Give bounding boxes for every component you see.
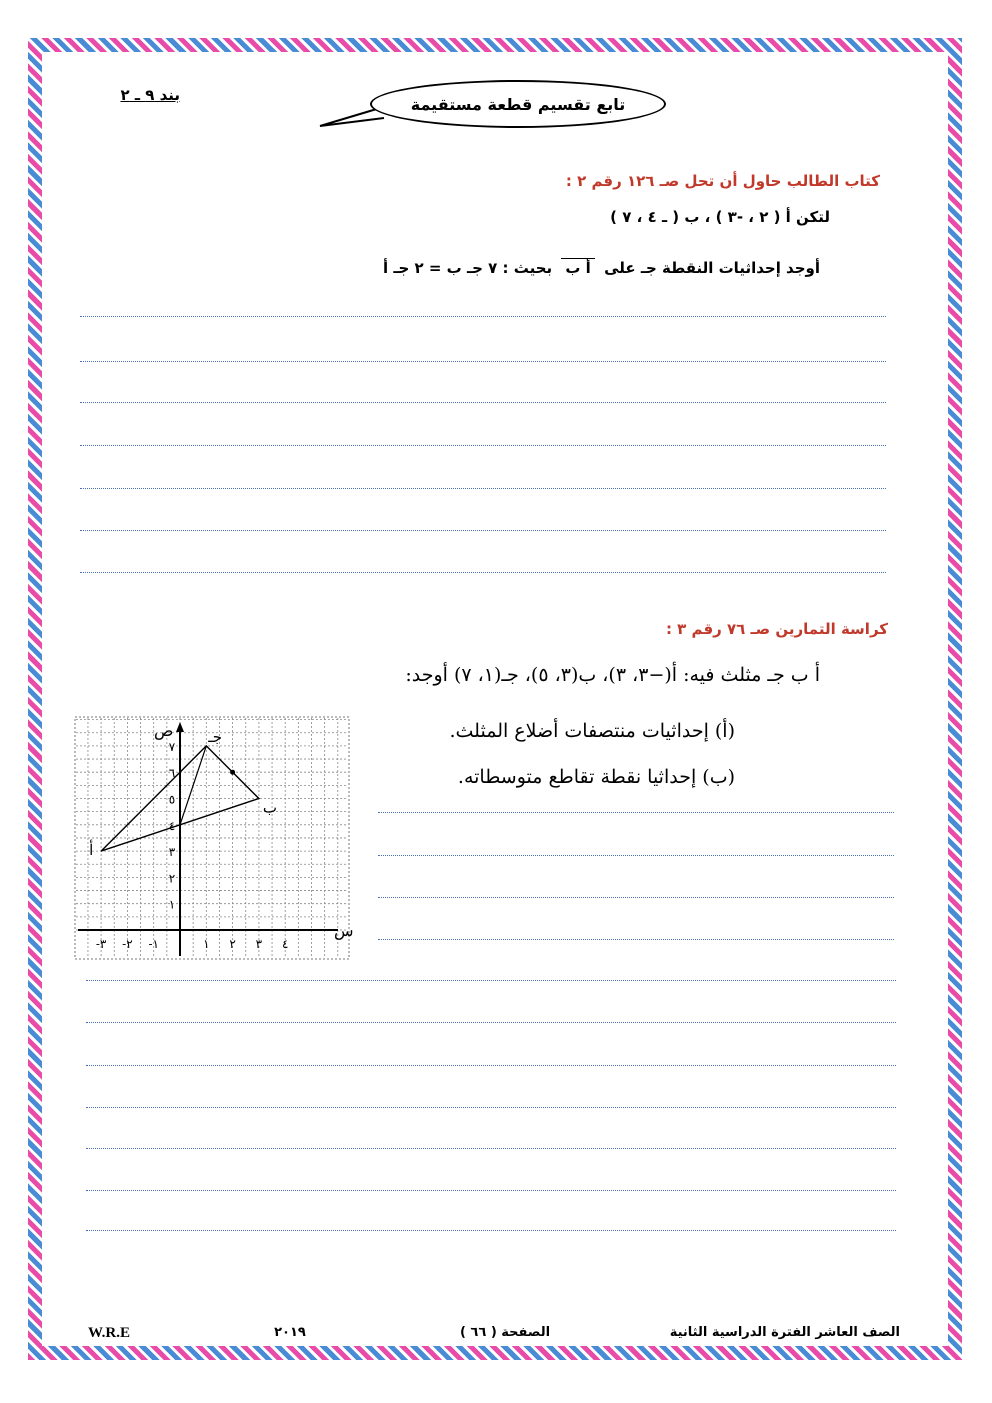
- exercise2-part-b: (ب) إحداثيا نقطة تقاطع متوسطاته.: [457, 766, 735, 788]
- answer-line[interactable]: [378, 897, 894, 898]
- x-tick-label: -٣: [95, 937, 107, 951]
- point-label: ب: [262, 798, 278, 817]
- y-tick-label: ١: [168, 897, 176, 912]
- exercise1-task-prefix: أوجد إحداثيات النقطة جـ على: [604, 259, 820, 277]
- page-title: تابع تقسيم قطعة مستقيمة: [410, 94, 626, 114]
- answer-line[interactable]: [86, 1022, 896, 1023]
- footer-course: الصف العاشر الفترة الدراسية الثانية: [669, 1325, 900, 1340]
- graph-grid: [75, 717, 349, 959]
- page-border: [28, 38, 962, 1360]
- answer-line[interactable]: [86, 1190, 896, 1191]
- exercise1-given: لتكن ﺃ ( ٢ ، -٣ ) ، ب ( ـ ٤ ، ٧ ): [610, 208, 830, 226]
- answer-line[interactable]: [378, 939, 894, 940]
- answer-line[interactable]: [86, 1230, 896, 1231]
- footer-page: الصفحة ( ٦٦ ): [459, 1325, 551, 1340]
- y-tick-label: ٣: [168, 845, 176, 860]
- graph-tick-labels: [96, 740, 289, 951]
- x-tick-label: ٢: [229, 937, 236, 951]
- y-tick-label: ٥: [168, 792, 176, 807]
- answer-line[interactable]: [86, 980, 896, 981]
- x-tick-label: -١: [148, 937, 159, 951]
- x-tick-label: ٣: [255, 937, 263, 951]
- answer-line[interactable]: [80, 530, 886, 531]
- point-label: ﺃ: [89, 841, 94, 860]
- answer-line[interactable]: [80, 361, 886, 362]
- answer-line[interactable]: [86, 1065, 896, 1066]
- x-tick-label: ١: [203, 937, 210, 951]
- exercise2-part-a: (أ) إحداثيات منتصفات أضلاع المثلث.: [449, 720, 735, 742]
- footer-year: ٢٠١٩: [274, 1325, 306, 1340]
- y-axis-arrow: [176, 722, 184, 732]
- y-axis-label: ص: [154, 721, 174, 740]
- answer-line[interactable]: [80, 402, 886, 403]
- graph-points: [89, 728, 277, 859]
- exercise1-task-suffix: بحيث : ٧ جـ ب = ٢ جـ ﺃ: [382, 259, 553, 277]
- segment-c-to-axis: [180, 746, 206, 825]
- y-tick-label: ٧: [168, 739, 176, 754]
- x-axis-label: س: [334, 921, 354, 940]
- exercise1-task: [300, 258, 820, 277]
- coordinate-graph: [74, 716, 354, 960]
- answer-line[interactable]: [80, 316, 886, 317]
- midpoint-dot: [230, 770, 235, 775]
- y-tick-label: ٦: [168, 766, 176, 781]
- answer-line[interactable]: [80, 572, 886, 573]
- answer-line[interactable]: [80, 488, 886, 489]
- title-bubble: [370, 80, 666, 128]
- answer-line[interactable]: [86, 1148, 896, 1149]
- exercise1-title: كتاب الطالب حاول أن تحل صـ ١٢٦ رقم ٢ :: [565, 172, 880, 190]
- x-tick-label: -٢: [122, 937, 133, 951]
- point-label: جـ: [208, 727, 222, 746]
- answer-line[interactable]: [378, 855, 894, 856]
- answer-line[interactable]: [86, 1107, 896, 1108]
- exercise2-given: ﺃ ب جـ مثلث فيه: ﺃ(−٣، ٣)، ب(٣، ٥)، جـ(١، ٧) أوجد:: [405, 664, 820, 686]
- y-tick-label: ٢: [168, 871, 176, 886]
- segment-ab: ﺃ ب: [561, 258, 594, 277]
- answer-line[interactable]: [80, 445, 886, 446]
- exercise2-title: كراسة التمارين صـ ٧٦ رقم ٣ :: [665, 620, 888, 638]
- footer-initials: W.R.E: [88, 1325, 130, 1341]
- x-tick-label: ٤: [281, 937, 289, 951]
- y-tick-label: ٤: [168, 818, 176, 833]
- answer-line[interactable]: [378, 812, 894, 813]
- section-number: بند ٩ ـ ٢: [120, 86, 180, 104]
